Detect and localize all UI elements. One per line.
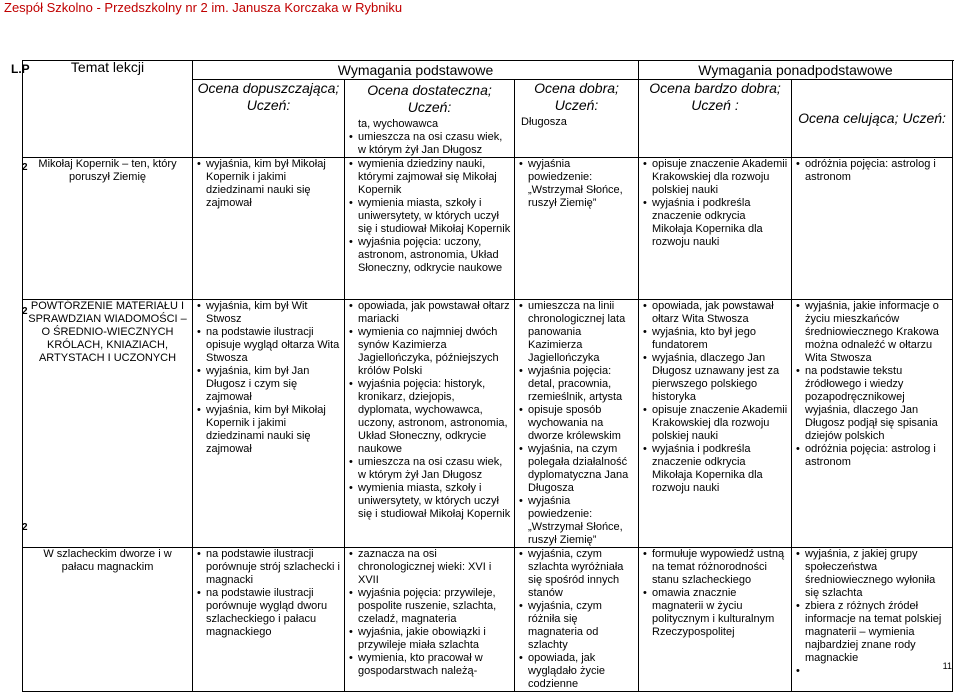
- list-item: • opowiada, jak wyglądało życie codzienne: [528, 652, 635, 691]
- basic-requirements-header: Wymagania podstawowe: [193, 61, 639, 80]
- table-row: [23, 300, 953, 548]
- list-item: • na podstawie ilustracji porównuje strój szlachecki i magnacki: [206, 548, 341, 587]
- bardzo-dobra-cell: [639, 158, 792, 300]
- list-item: • wyjaśnia, z jakiej grupy społeczeństwa średniowiecznego wyłoniła się szlachta: [805, 548, 949, 600]
- list-item: • odróżnia pojęcia: astrolog i astronom: [805, 443, 949, 469]
- list-item: • wymienia, kto pracował w gospodarstwach należą-: [358, 652, 511, 678]
- topic-header: Temat lekcji: [23, 61, 193, 158]
- list-item: • wymienia co najmniej dwóch synów Kazimierza Jagiellończyka, późniejszych królów Polski: [358, 326, 511, 378]
- list-item: • opisuje sposób wychowania na dworze królewskim: [528, 404, 635, 443]
- list-item: • wyjaśnia i podkreśla znaczenie odkrycia Mikołaja Kopernika dla rozwoju nauki: [652, 197, 788, 249]
- list-item: • wyjaśnia, czym różniła się magnateria od szlachty: [528, 600, 635, 652]
- row-number: 2: [22, 522, 28, 533]
- dopuszczajaca-cell: [193, 300, 345, 548]
- lp-label: L.P: [11, 62, 30, 76]
- col-dobra-label: Ocena dobra; Uczeń:: [534, 80, 619, 113]
- carry-item: • umieszcza na osi czasu wiek, w którym żył Jan Długosz: [358, 131, 511, 157]
- bardzo-dobra-cell: [639, 548, 792, 692]
- list-item: • wyjaśnia pojęcia: przywileje, pospolite ruszenie, szlachta, czeladź, magnateria: [358, 587, 511, 626]
- col-dopuszczajaca: Ocena dopuszczająca; Uczeń:: [193, 80, 345, 158]
- list-item: • zaznacza na osi chronologicznej wieki: XVI i XVII: [358, 548, 511, 587]
- dopuszczajaca-cell: [193, 158, 345, 300]
- carry-over-text: Długosza: [521, 116, 567, 128]
- col-bardzo-dobra: Ocena bardzo dobra; Uczeń :: [639, 80, 792, 158]
- list-item: • umieszcza na linii chronologicznej lata panowania Kazimierza Jagiellończyka: [528, 300, 635, 365]
- topic-cell: Mikołaj Kopernik – ten, który poruszył Ziemię: [23, 158, 193, 300]
- list-item: • wyjaśnia, kto był jego fundatorem: [652, 326, 788, 352]
- list-item: • umieszcza na osi czasu wiek, w którym żył Jan Długosz: [358, 456, 511, 482]
- col-dobra: [515, 80, 639, 158]
- celujaca-cell: [792, 158, 953, 300]
- list-item: • wymienia miasta, szkoły i uniwersytety, w których uczył się i studiował Mikołaj Kopernik: [358, 482, 511, 521]
- dostateczna-cell: [345, 300, 515, 548]
- dobra-cell: [515, 548, 639, 692]
- list-item: • wyjaśnia pojęcia: uczony, astronom, astronomia, Układ Słoneczny, odkrycie naukowe: [358, 236, 511, 275]
- list-item: • omawia znacznie magnaterii w życiu politycznym i kulturalnym Rzeczypospolitej: [652, 587, 788, 639]
- list-item: • opisuje znaczenie Akademii Krakowskiej dla rozwoju polskiej nauki: [652, 158, 788, 197]
- topic-cell: POWTÓRZENIE MATERIAŁU I SPRAWDZIAN WIADOMOŚCI – O ŚREDNIO-WIECZNYCH KRÓLACH, KNIAZIACH, ARTYSTACH I UCZONYCH: [23, 300, 193, 548]
- bardzo-dobra-cell: [639, 300, 792, 548]
- celujaca-cell: [792, 300, 953, 548]
- list-item: • wymienia dziedziny nauki, którymi zajmował się Mikołaj Kopernik: [358, 158, 511, 197]
- row-number: 2: [22, 306, 28, 317]
- list-item: • formułuje wypowiedź ustną na temat różnorodności stanu szlacheckiego: [652, 548, 788, 587]
- dostateczna-cell: [345, 548, 515, 692]
- list-item: • wyjaśnia, na czym polegała działalność dyplomatyczna Jana Długosza: [528, 443, 635, 495]
- list-item: • wyjaśnia powiedzenie: „Wstrzymał Słońce, ruszył Ziemię”: [528, 158, 635, 210]
- list-item: • wyjaśnia, dlaczego Jan Długosz uznawany jest za pierwszego polskiego historyka: [652, 352, 788, 404]
- list-item: • na podstawie ilustracji opisuje wygląd ołtarza Wita Stwosza: [206, 326, 341, 365]
- list-item: • na podstawie tekstu źródłowego i wiedzy pozapodręcznikowej wyjaśnia, dlaczego Jan Długosz podjął się spisania dziejów polskich: [805, 365, 949, 443]
- school-header: Zespół Szkolno - Przedszkolny nr 2 im. Janusza Korczaka w Rybniku: [4, 0, 403, 15]
- list-item: • opisuje znaczenie Akademii Krakowskiej dla rozwoju polskiej nauki: [652, 404, 788, 443]
- list-item: • wyjaśnia, jakie obowiązki i przywileje miała szlachta: [358, 626, 511, 652]
- list-item: • wyjaśnia, kim był Wit Stwosz: [206, 300, 341, 326]
- list-item: • wyjaśnia powiedzenie: „Wstrzymał Słońce, ruszył Ziemię”: [528, 495, 635, 547]
- list-item: • na podstawie ilustracji porównuje wygląd dworu szlacheckiego i pałacu magnackiego: [206, 587, 341, 639]
- topic-cell: W szlacheckim dworze i w pałacu magnackim: [23, 548, 193, 692]
- list-item: • odróżnia pojęcia: astrolog i astronom: [805, 158, 949, 184]
- col-celujaca: Ocena celująca; Uczeń:: [792, 80, 953, 158]
- list-item: • wyjaśnia, jakie informacje o życiu mieszkańców średniowiecznego Krakowa można odnaleźć w ołtarzu Wita Stwosza: [805, 300, 949, 365]
- celujaca-cell: [792, 548, 953, 692]
- dobra-cell: [515, 300, 639, 548]
- list-item: • wyjaśnia pojęcia: detal, pracownia, rzemieślnik, artysta: [528, 365, 635, 404]
- carry-over-text: [345, 116, 514, 157]
- dopuszczajaca-cell: [193, 548, 345, 692]
- list-item: • opowiada, jak powstawał ołtarz Wita Stwosza: [652, 300, 788, 326]
- list-item: • wymienia miasta, szkoły i uniwersytety, w których uczył się i studiował Mikołaj Kopernik: [358, 197, 511, 236]
- advanced-requirements-header: Wymagania ponadpodstawowe: [639, 61, 953, 80]
- list-item: • wyjaśnia pojęcia: historyk, kronikarz, dziejopis, dyplomata, wychowawca, uczony, astronom, astronomia, Układ Słoneczny, odkrycie naukowe: [358, 378, 511, 456]
- list-item: • opowiada, jak powstawał ołtarz mariacki: [358, 300, 511, 326]
- dobra-cell: [515, 158, 639, 300]
- list-item: • wyjaśnia i podkreśla znaczenie odkrycia Mikołaja Kopernika dla rozwoju nauki: [652, 443, 788, 495]
- table-row: [23, 158, 953, 300]
- list-item: • zbiera z różnych źródeł informacje na temat polskiej magnaterii – wymienia najbardziej znane rody magnackie: [805, 600, 949, 665]
- table-row: [23, 548, 953, 692]
- requirements-table: [22, 60, 953, 692]
- list-item: • wyjaśnia, kim był Jan Długosz i czym się zajmował: [206, 365, 341, 404]
- col-dostateczna-label: Ocena dostateczna; Uczeń:: [367, 82, 492, 115]
- row-number: 2: [22, 162, 28, 173]
- list-item: • wyjaśnia, kim był Mikołaj Kopernik i jakimi dziedzinami nauki się zajmował: [206, 404, 341, 456]
- list-item: • wyjaśnia, czym szlachta wyróżniała się spośród innych stanów: [528, 548, 635, 600]
- dostateczna-cell: [345, 158, 515, 300]
- carry-line: ta, wychowawca: [358, 118, 439, 130]
- page-number: 11: [942, 661, 952, 671]
- col-dostateczna: [345, 80, 515, 158]
- list-item: • wyjaśnia, kim był Mikołaj Kopernik i jakimi dziedzinami nauki się zajmował: [206, 158, 341, 210]
